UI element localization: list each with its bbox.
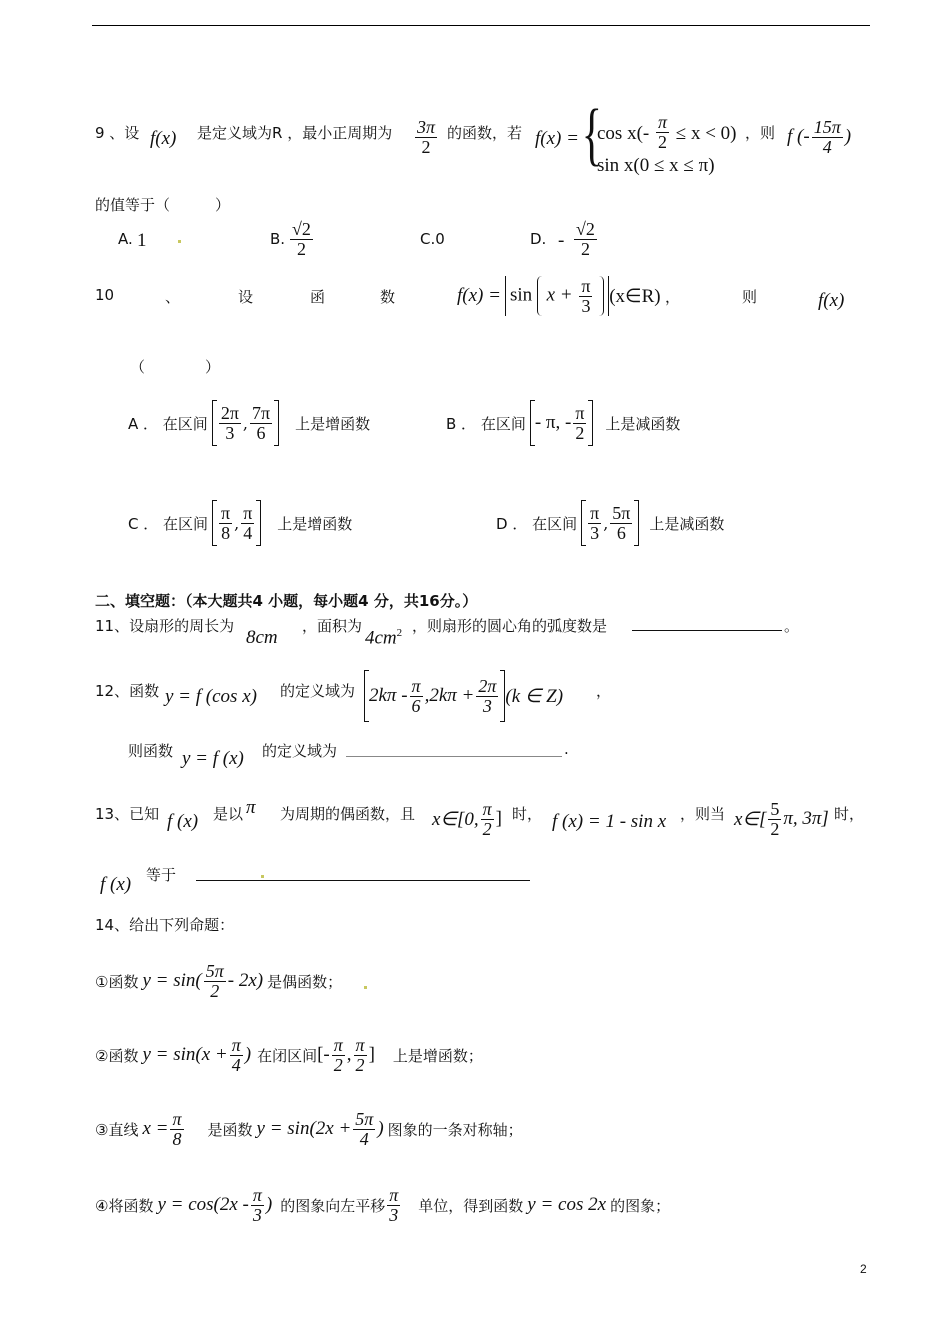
page-number: 2 — [860, 1262, 867, 1276]
q13-text-1: 13、已知 — [95, 805, 160, 823]
q11-area: $4cm^2$ — [365, 627, 403, 649]
q10-option-a: A ． 在区间 $\frac{2\pi}{3}$ , $\frac{7\pi}{6}$ 上是增函数 — [128, 400, 370, 446]
q9-number: 9 、设 — [95, 124, 140, 142]
section-2-heading: 二、填空题：（本大题共4 小题，每小题4 分，共16分。） — [95, 592, 478, 610]
q9-line-2: 的值等于（ ） — [95, 196, 231, 214]
q10-char-she: 设 — [238, 288, 254, 306]
q9-option-a-value: 1 — [137, 230, 147, 251]
q13-text-2: 是以 — [213, 805, 244, 823]
q11-perimeter: 8cm — [246, 627, 278, 648]
q10-fx: f(x) — [818, 290, 845, 311]
q10-option-c: C ． 在区间 $\frac{\pi}{8}$ , $\frac{\pi}{4}$ 上是增函数 — [128, 500, 352, 546]
q12-function-2: y = f (x) — [182, 748, 244, 769]
q14-proposition-3: ③直线 x = $\frac{\pi}{8}$ 是函数 y = sin(2x + $\frac{5\pi}{4}$ ) 图象的一条对称轴； — [95, 1109, 523, 1149]
q10-option-d: D ． 在区间 $\frac{\pi}{3}$ , $\frac{5\pi}{6}$ 上是减函数 — [496, 500, 724, 546]
q9-option-d-label: D. — [530, 230, 547, 248]
speck — [178, 240, 181, 243]
speck — [364, 986, 367, 989]
q9-text-1: 是定义域为R ，最小正周期为 — [197, 124, 393, 142]
q14-proposition-2: ②函数 y = sin(x + $\frac{\pi}{4}$ ) 在闭区间 [- $\frac{\pi}{2}$ , $\frac{\pi}{2}$ ] 上是增函数； — [95, 1035, 483, 1075]
q9-period-fraction — [415, 118, 437, 157]
q12-text-3: 则函数 — [128, 742, 174, 760]
q14-title: 14、给出下列命题： — [95, 916, 235, 934]
q9-fx: f(x) — [150, 128, 177, 149]
q10-char-shu: 数 — [380, 288, 396, 306]
q10-comma-2: ， — [665, 288, 681, 306]
speck — [261, 875, 264, 878]
q12-end: . — [564, 740, 569, 758]
q9-option-d-sign: - — [558, 230, 565, 251]
q10-answer-paren: （ ） — [130, 358, 221, 376]
q9-text-2: 的函数，若 — [447, 124, 523, 142]
q14-proposition-4: ④将函数 y = cos(2x - $\frac{\pi}{3}$ ) 的图象向左平移 $\frac{\pi}{3}$ 单位，得到函数 y = cos 2x 的图象； — [95, 1185, 671, 1225]
q13-interval-1: x∈[0, $\frac{\pi}{2}$ ] — [432, 799, 502, 839]
q9-option-c: C.0 — [420, 230, 445, 248]
q9-text-3: ，则 — [745, 124, 776, 142]
q9-f-call: f (- $\frac{15\pi}{4}$ ) — [787, 117, 852, 157]
q14-proposition-1: ①函数 y = sin( $\frac{5\pi}{2}$ - 2x) 是偶函数； — [95, 961, 343, 1001]
q12-text-2: 的定义域为 — [280, 682, 356, 700]
q9-option-b-fraction: $\frac{√2}{2}$ — [292, 219, 311, 259]
q9-case-1: cos x(- $\frac{\pi}{2}$ ≤ x < 0) — [597, 112, 737, 152]
q9-option-a-label: A. — [118, 230, 133, 248]
q13-interval-2: x∈[ $\frac{5}{2}$ π, 3π] — [734, 799, 829, 839]
q13-text-7: 等于 — [146, 866, 177, 884]
q9-case-2: sin x(0 ≤ x ≤ π) — [597, 155, 715, 176]
q9-period-den: 2 — [421, 136, 431, 157]
q9-brace: { — [581, 96, 602, 173]
top-rule — [92, 25, 870, 26]
q9-fx-eq: f(x) = — [535, 128, 579, 149]
q13-text-4: 时， — [512, 805, 543, 823]
q13-text-6: 时， — [834, 805, 865, 823]
q13-definition: f (x) = 1 - sin x — [552, 811, 667, 832]
q10-comma: 、 — [165, 288, 181, 306]
q10-option-b: B ． 在区间 - π, - $\frac{\pi}{2}$ 上是减函数 — [446, 400, 680, 446]
q9-period-num: 3π — [417, 117, 436, 137]
q13-fx-2: f (x) — [100, 874, 132, 895]
q12-text-4: 的定义域为 — [262, 742, 338, 760]
q10-char-han: 函 — [310, 288, 326, 306]
q10-number: 10 — [95, 286, 115, 304]
q12-answer-blank[interactable] — [346, 740, 562, 757]
q9-option-d-fraction: $\frac{√2}{2}$ — [576, 219, 595, 259]
q12-domain: 2kπ - $\frac{\pi}{6}$ ,2kπ + $\frac{2\pi}{3}$ (k ∈ Z) — [364, 670, 563, 722]
q11-text-2: ，面积为 — [302, 617, 363, 635]
q13-text-3: 为周期的偶函数，且 — [280, 805, 416, 823]
q11-answer-blank[interactable] — [632, 614, 782, 631]
q10-ze: 则 — [742, 288, 758, 306]
q11-end: 。 — [784, 617, 800, 635]
q11-text-3: ，则扇形的圆心角的弧度数是 — [412, 617, 608, 635]
q12-function: y = f (cos x) — [165, 686, 257, 707]
q13-fx: f (x) — [167, 811, 199, 832]
q13-pi: π — [246, 797, 256, 818]
q12-comma: ， — [596, 682, 612, 700]
q10-function: f(x) = sin x + $\frac{\pi}{3}$ (x∈R) — [457, 275, 661, 316]
q11-text-1: 11、设扇形的周长为 — [95, 617, 235, 635]
q13-answer-blank[interactable] — [196, 866, 530, 881]
q13-text-5: ，则当 — [680, 805, 726, 823]
q9-option-b-label: B. — [270, 230, 286, 248]
q12-text-1: 12、函数 — [95, 682, 160, 700]
